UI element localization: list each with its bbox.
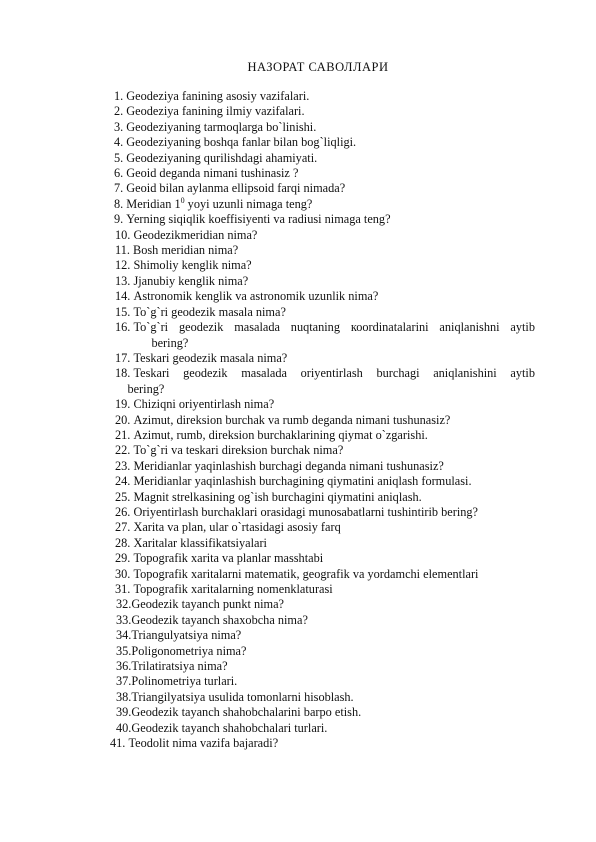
question-number: 1. [114,89,127,103]
question-text: Geoid bilan aylanma ellipsoid farqi nimada? [126,181,346,196]
question-number: 22. [115,443,134,458]
question-item [114,151,535,166]
question-item [115,228,535,243]
question-text: Azimut, rumb, direksion burchaklarining qiymat o`zgarishi. [133,427,428,442]
question-text: Geodeziya fanining asosiy vazifalari. [126,89,310,103]
question-number: 2. [114,104,127,119]
question-text: Meridianlar yaqinlashish burchagi deganda nimani tushunasiz? [133,458,444,473]
question-number: 12. [115,258,134,273]
question-text: Xaritalar klassifikatsiyalari [133,535,267,550]
question-text: Trilatiratsiya nima? [131,659,228,674]
question-number: 40. [116,720,132,735]
question-number: 19. [115,397,134,412]
question-number: 21. [115,427,134,442]
question-number: 24. [115,474,134,489]
question-number: 9. [114,212,127,227]
question-item [115,582,535,597]
question-text: Oriyentirlash burchaklari orasidagi munosabatlarni tushintirib bering? [133,504,479,519]
question-number: 18. [115,366,134,381]
question-item [115,551,535,566]
question-text: Geodezik tayanch punkt nima? [131,597,285,612]
question-item [114,166,535,181]
question-number: 28. [115,535,134,550]
question-number: 36. [116,659,132,674]
question-item [115,366,535,397]
question-text-line: To`g`ri geodezik masalada nuqtaning коordinatalarini aniqlanishni aytib [133,320,535,335]
question-item [114,104,535,119]
question-number: 17. [115,350,134,365]
question-number: 27. [115,520,134,535]
question-text: To`g`ri va teskari direksion burchak nima? [133,443,344,458]
question-item [115,413,535,428]
question-text: Chiziqni oriyentirlash nima? [133,397,275,412]
question-text: Triangulyatsiya nima? [131,628,242,643]
question-text-continuation: bering? [127,381,165,396]
question-item [114,120,535,135]
question-item [114,181,535,196]
question-list [110,89,535,751]
question-number: 3. [114,119,127,134]
question-number: 34. [116,628,132,643]
question-number: 38. [116,689,132,704]
question-item [115,443,535,458]
question-text: Azimut, direksion burchak va rumb deganda nimani tushunasiz? [133,412,451,427]
question-number: 23. [115,458,134,473]
question-text: Magnit strelkasining og`ish burchagini qiymatini aniqlash. [133,489,422,504]
question-item [114,89,535,104]
question-text: Polinometriya turlari. [131,674,238,689]
question-item [115,258,535,273]
question-item [110,736,535,751]
question-item [115,305,535,320]
question-text: Jjanubiy kenglik nima? [133,273,249,288]
question-text: Xarita va plan, ular o`rtasidagi asosiy farq [133,520,341,535]
question-text-continuation: bering? [151,335,189,350]
question-number: 29. [115,551,134,566]
question-number: 11. [115,243,133,258]
question-text: Geodeziyaning qurilishdagi ahamiyati. [126,150,318,165]
question-item [115,567,535,582]
question-text: Meridianlar yaqinlashish burchagining qiymatini aniqlash formulasi. [133,474,472,489]
question-item [115,459,535,474]
question-item [116,674,535,689]
question-text: Geodezik tayanch shaxobcha nima? [131,612,308,627]
question-item [115,428,535,443]
question-number: 30. [115,566,134,581]
question-number: 35. [116,643,132,658]
question-item [116,597,535,612]
question-text: Teodolit nima vazifa bajaradi? [128,736,279,751]
question-text: Geodeziya fanining ilmiy vazifalari. [126,104,305,119]
question-text: Geodezik tayanch shahobchalarini barpo etish. [131,705,362,720]
question-item [115,320,535,351]
question-text: Shimoliy kenglik nima? [133,258,252,273]
question-number: 25. [115,489,134,504]
question-number: 26. [115,504,134,519]
question-item [116,644,535,659]
question-number: 39. [116,705,132,720]
question-item [116,628,535,643]
question-text: Bosh meridian nima? [133,243,239,258]
page-title: НАЗОРАТ САВОЛЛАРИ [247,60,389,74]
question-item [116,613,535,628]
question-text: Geodeziyaning boshqa fanlar bilan bog`liqligi. [126,135,357,150]
question-number: 15. [115,304,134,319]
question-number: 13. [115,273,134,288]
question-number: 8. [114,196,127,211]
question-item [114,197,535,212]
degree-superscript: 0 [180,195,185,205]
question-text: To`g`ri geodezik masala nima? [133,304,286,319]
question-text [133,320,535,351]
question-item [114,135,535,150]
question-text: Topografik xaritalarni matematik, geografik va yordamchi elementlari [133,566,479,581]
question-number: 41. [110,736,129,751]
question-number: 5. [114,150,127,165]
question-item [115,520,535,535]
question-number: 14. [115,289,134,304]
question-text-part: Meridian 1 [126,196,181,211]
question-item [115,397,535,412]
question-item [115,351,535,366]
question-text: Topografik xaritalarning nomenklaturasi [133,582,333,596]
question-text: Poligonometriya nima? [131,643,247,658]
question-number: 7. [114,181,127,196]
question-number: 4. [114,135,127,150]
question-number: 31. [115,582,134,596]
question-number: 33. [116,612,132,627]
question-item [116,659,535,674]
question-item [114,212,535,227]
question-text-line: Teskari geodezik masalada oriyentirlash burchagi aniqlanishini aytib [133,366,535,381]
question-text: Yerning siqiqlik koeffisiyenti va radiusi nimaga teng? [126,212,391,227]
question-item [115,505,535,520]
question-item [115,474,535,489]
question-number: 6. [114,166,127,181]
question-text: Geodezik tayanch shahobchalari turlari. [131,720,328,735]
question-item [116,690,535,705]
question-text: Geodezikmeridian nima? [133,227,258,242]
question-text: Topografik xarita va planlar masshtabi [133,551,324,566]
question-text-part: yoyi uzunli nimaga teng? [184,196,313,211]
question-item [116,721,535,736]
title-block [0,58,596,76]
question-item [115,243,535,258]
question-item [115,490,535,505]
question-item [115,289,535,304]
question-text: Geoid deganda nimani tushinasiz ? [126,166,299,181]
question-item [116,705,535,720]
question-text: Astronomik kenglik va astronomik uzunlik nima? [133,289,379,304]
question-number: 16. [115,320,134,335]
question-item [115,536,535,551]
question-number: 32. [116,597,132,612]
question-text: Geodeziyaning tarmoqlarga bo`linishi. [126,119,317,134]
question-number: 20. [115,412,134,427]
question-text [127,366,535,397]
question-text: Teskari geodezik masala nima? [133,350,288,365]
question-text [126,197,535,212]
question-number: 10. [115,227,134,242]
question-number: 37. [116,674,132,689]
question-text: Triangilyatsiya usulida tomonlarni hisoblash. [131,689,354,704]
question-item [115,274,535,289]
